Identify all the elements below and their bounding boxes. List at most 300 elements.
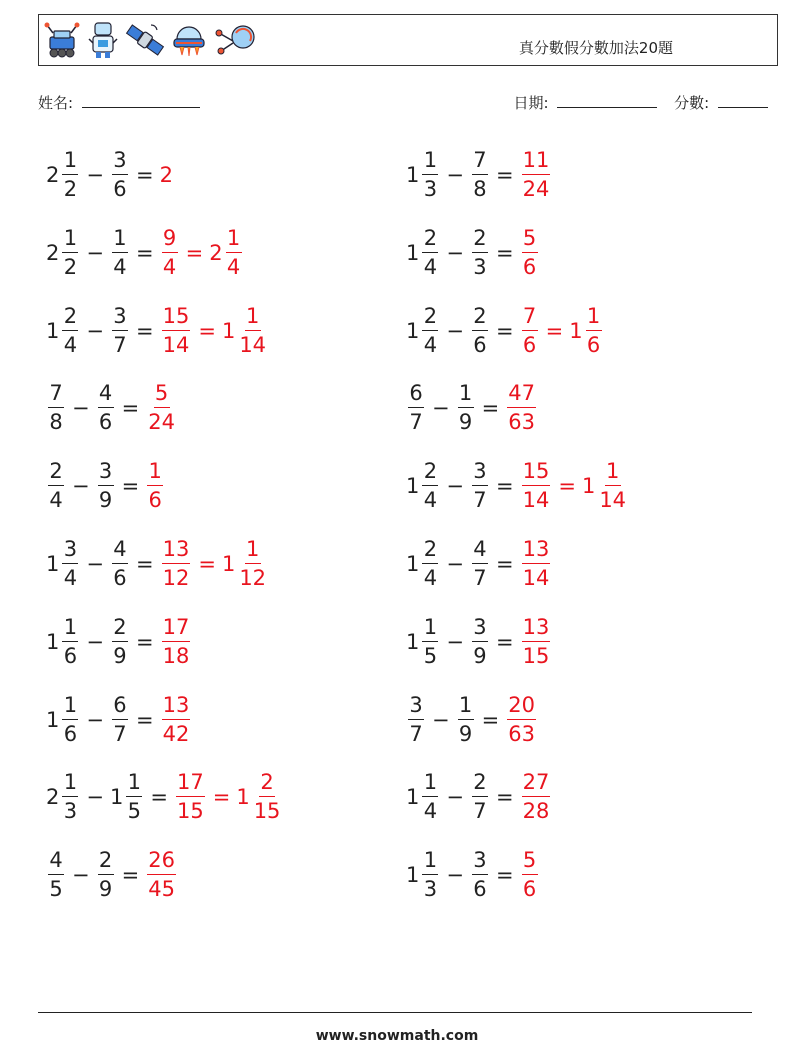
answer — [160, 539, 269, 589]
problem-18 — [406, 766, 552, 828]
fraction — [522, 461, 551, 511]
fraction — [522, 850, 538, 900]
numerator: 3 — [408, 695, 424, 720]
answer-value — [520, 850, 540, 900]
numerator: 1 — [126, 772, 142, 797]
whole-number: 2 — [46, 163, 60, 187]
problem-13 — [46, 611, 192, 673]
problem-5 — [46, 300, 269, 362]
answer — [520, 150, 553, 200]
score-blank[interactable] — [718, 93, 768, 108]
operand-a — [46, 225, 80, 279]
fraction — [598, 461, 627, 511]
numerator: 2 — [48, 461, 64, 486]
denominator: 6 — [522, 254, 537, 279]
numerator: 6 — [112, 695, 128, 720]
fraction — [62, 614, 78, 668]
denominator: 4 — [63, 332, 78, 357]
numerator: 2 — [422, 306, 438, 331]
operand-a — [406, 539, 440, 589]
denominator: 6 — [473, 877, 487, 902]
minus-sign: − — [86, 240, 104, 265]
numerator: 2 — [472, 772, 488, 797]
numerator: 1 — [62, 695, 78, 720]
answer — [520, 539, 553, 589]
operand-b — [96, 383, 116, 433]
denominator: 15 — [176, 799, 204, 824]
denominator: 63 — [508, 410, 535, 435]
denominator: 9 — [113, 643, 127, 668]
numerator: 2 — [422, 228, 438, 253]
answer-value — [221, 303, 269, 357]
problem-10 — [406, 455, 629, 517]
equals-sign: = — [495, 863, 514, 888]
numerator: 1 — [422, 850, 438, 875]
answer — [520, 614, 553, 668]
equals-sign: = — [495, 474, 514, 499]
fraction — [472, 539, 488, 589]
answer-value — [505, 383, 538, 433]
robot-rover-icon — [43, 19, 81, 61]
whole-number: 2 — [159, 163, 173, 187]
denominator: 12 — [162, 566, 190, 590]
operand-b — [110, 692, 130, 746]
fraction — [507, 692, 536, 746]
numerator: 5 — [154, 383, 170, 408]
denominator: 7 — [409, 721, 423, 746]
fraction — [238, 539, 267, 589]
whole-number: 1 — [406, 474, 420, 499]
fraction — [458, 383, 474, 433]
fraction — [112, 614, 128, 668]
name-label: 姓名: — [38, 94, 74, 112]
fraction — [62, 303, 78, 357]
whole-number: 1 — [221, 318, 236, 343]
fraction — [162, 303, 191, 357]
whole-number: 1 — [46, 629, 60, 654]
denominator: 2 — [63, 177, 78, 201]
answer-equals-sign: = — [198, 318, 216, 343]
denominator: 4 — [423, 566, 438, 590]
fraction — [112, 150, 128, 200]
problem-19 — [46, 844, 178, 906]
minus-sign: − — [432, 396, 450, 421]
fraction — [422, 772, 438, 822]
fraction — [112, 225, 128, 279]
numerator: 4 — [472, 539, 488, 564]
whole-number: 1 — [46, 552, 60, 576]
whole-number: 2 — [46, 240, 60, 265]
denominator: 5 — [49, 877, 63, 902]
denominator: 6 — [522, 877, 537, 902]
fraction — [62, 150, 78, 200]
denominator: 5 — [127, 799, 142, 824]
numerator: 27 — [522, 772, 551, 797]
answer-value — [160, 692, 193, 746]
whole-number: 1 — [109, 785, 124, 810]
operand-b — [110, 614, 130, 668]
problem-20 — [406, 844, 540, 906]
fraction — [48, 461, 64, 511]
numerator: 13 — [522, 617, 551, 642]
satellite-icon — [125, 19, 165, 61]
answer-value — [520, 303, 540, 357]
denominator: 15 — [253, 799, 281, 824]
fraction — [522, 150, 551, 200]
operand-b — [470, 461, 490, 511]
problem-16 — [406, 689, 538, 751]
fraction — [472, 461, 488, 511]
denominator: 6 — [113, 177, 127, 201]
numerator: 2 — [259, 772, 275, 797]
answer-value — [160, 539, 193, 589]
denominator: 6 — [113, 566, 127, 590]
answer — [145, 850, 178, 900]
denominator: 12 — [239, 566, 267, 590]
numerator: 20 — [507, 695, 536, 720]
fraction — [62, 539, 78, 589]
equals-sign: = — [495, 163, 514, 187]
numerator: 5 — [522, 228, 538, 253]
answer — [160, 225, 244, 279]
denominator: 3 — [423, 877, 438, 902]
fraction — [408, 383, 424, 433]
whole-number: 1 — [46, 318, 60, 343]
fraction — [522, 539, 551, 589]
denominator: 14 — [522, 566, 550, 590]
numerator: 3 — [112, 150, 128, 175]
fraction — [98, 383, 114, 433]
answer-value — [520, 614, 553, 668]
operand-a — [46, 614, 80, 668]
answer-value — [209, 225, 243, 279]
numerator: 1 — [112, 228, 128, 253]
answer-equals-sign: = — [212, 785, 231, 810]
denominator: 4 — [63, 566, 78, 590]
robot-icon — [87, 19, 119, 61]
name-field — [38, 92, 200, 113]
answer-equals-sign: = — [198, 552, 216, 576]
denominator: 14 — [239, 332, 267, 357]
operand-b — [96, 850, 116, 900]
operand-a — [406, 692, 426, 746]
answer — [160, 163, 174, 187]
fraction — [422, 303, 438, 357]
operand-b — [470, 614, 490, 668]
numerator: 13 — [162, 695, 191, 720]
answer-value — [236, 772, 283, 822]
answer-equals-sign: = — [185, 240, 204, 265]
denominator: 24 — [522, 177, 550, 201]
fraction — [98, 461, 114, 511]
numerator: 5 — [522, 850, 538, 875]
answer-equals-sign: = — [545, 318, 564, 343]
denominator: 6 — [63, 643, 78, 668]
denominator: 9 — [98, 877, 113, 902]
numerator: 1 — [226, 228, 242, 253]
operand-a — [406, 383, 426, 433]
operand-a — [406, 150, 440, 200]
answer-value — [569, 303, 603, 357]
fraction — [147, 850, 176, 900]
operand-a — [46, 383, 66, 433]
answer — [520, 225, 540, 279]
answer — [145, 383, 178, 433]
operand-b — [470, 303, 490, 357]
problem-1 — [46, 144, 174, 206]
operand-b — [470, 850, 490, 900]
whole-number: 1 — [406, 552, 420, 576]
denominator: 4 — [226, 254, 241, 279]
operand-a — [406, 461, 440, 511]
numerator: 17 — [162, 617, 191, 642]
fraction — [422, 850, 438, 900]
numerator: 15 — [162, 306, 191, 331]
minus-sign: − — [446, 240, 464, 265]
minus-sign: − — [446, 318, 464, 343]
answer-value — [145, 383, 178, 433]
equals-sign: = — [121, 474, 140, 499]
answer — [160, 692, 193, 746]
numerator: 4 — [112, 539, 128, 564]
answer-value — [520, 225, 540, 279]
equals-sign: = — [150, 785, 168, 810]
answer-value — [222, 539, 269, 589]
numerator: 3 — [98, 461, 114, 486]
denominator: 4 — [423, 488, 438, 513]
denominator: 6 — [63, 721, 78, 746]
problem-14 — [406, 611, 552, 673]
ufo-icon — [171, 19, 207, 61]
numerator: 1 — [586, 306, 602, 331]
answer — [505, 383, 538, 433]
problem-11 — [46, 533, 269, 595]
fraction — [472, 772, 488, 822]
denominator: 28 — [522, 799, 550, 824]
numerator: 1 — [62, 150, 78, 175]
fraction — [253, 772, 282, 822]
problem-2 — [406, 144, 552, 206]
date-blank[interactable] — [557, 93, 657, 108]
fraction — [458, 692, 474, 746]
fraction — [422, 614, 438, 668]
fraction — [422, 150, 438, 200]
whole-number: 1 — [569, 318, 583, 343]
denominator: 5 — [423, 643, 438, 668]
fraction — [162, 692, 191, 746]
numerator: 2 — [422, 539, 438, 564]
operand-a — [406, 303, 440, 357]
numerator: 26 — [147, 850, 176, 875]
denominator: 9 — [473, 643, 487, 668]
whole-number: 1 — [406, 318, 420, 343]
fraction — [98, 850, 114, 900]
numerator: 3 — [472, 617, 488, 642]
operand-b — [456, 383, 476, 433]
answer — [145, 461, 165, 511]
operand-a — [46, 150, 80, 200]
date-label: 日期: — [513, 94, 549, 112]
fraction — [126, 772, 142, 822]
fraction — [176, 772, 205, 822]
denominator: 14 — [162, 332, 190, 357]
numerator: 13 — [162, 539, 191, 564]
fraction — [112, 303, 128, 357]
operand-b — [470, 150, 490, 200]
whole-number: 1 — [221, 552, 236, 576]
denominator: 45 — [148, 877, 175, 902]
equals-sign: = — [481, 707, 500, 732]
answer-value — [145, 461, 165, 511]
operand-a — [406, 850, 440, 900]
minus-sign: − — [86, 552, 104, 576]
answer — [160, 614, 193, 668]
numerator: 1 — [458, 383, 474, 408]
whole-number: 2 — [209, 240, 223, 265]
answer — [174, 772, 283, 822]
fraction — [522, 225, 538, 279]
equals-sign: = — [495, 629, 514, 654]
equals-sign: = — [135, 318, 154, 343]
operand-b — [110, 772, 144, 822]
answer — [505, 692, 538, 746]
whole-number: 1 — [236, 785, 250, 810]
denominator: 9 — [458, 721, 473, 746]
answer-value — [505, 692, 538, 746]
fraction — [48, 850, 64, 900]
minus-sign: − — [86, 785, 104, 810]
numerator: 2 — [422, 461, 438, 486]
fraction — [62, 772, 78, 822]
minus-sign: − — [72, 863, 90, 888]
operand-b — [110, 303, 130, 357]
date-score-fields — [514, 92, 768, 113]
minus-sign: − — [86, 163, 104, 187]
denominator: 4 — [423, 254, 438, 279]
operand-b — [456, 692, 476, 746]
numerator: 1 — [458, 695, 474, 720]
answer — [520, 461, 629, 511]
fraction — [112, 539, 128, 589]
denominator: 42 — [162, 721, 190, 746]
numerator: 2 — [472, 306, 488, 331]
denominator: 4 — [113, 254, 127, 279]
operand-b — [470, 225, 490, 279]
operand-a — [46, 461, 66, 511]
fraction — [522, 772, 551, 822]
operand-b — [110, 225, 130, 279]
operand-a — [46, 692, 80, 746]
fraction — [472, 303, 488, 357]
denominator: 7 — [473, 488, 487, 513]
problem-7 — [46, 377, 178, 439]
minus-sign: − — [446, 785, 464, 810]
minus-sign: − — [446, 552, 464, 576]
name-blank[interactable] — [82, 93, 200, 108]
denominator: 7 — [113, 332, 127, 357]
numerator: 47 — [507, 383, 536, 408]
minus-sign: − — [446, 629, 464, 654]
equals-sign: = — [121, 396, 140, 421]
fraction — [586, 303, 602, 357]
equals-sign: = — [495, 785, 514, 810]
answer-value — [582, 461, 629, 511]
answer-value — [174, 772, 207, 822]
answer — [520, 303, 604, 357]
denominator: 9 — [458, 410, 473, 435]
problem-3 — [46, 222, 244, 284]
whole-number: 1 — [406, 629, 420, 654]
denominator: 3 — [63, 799, 78, 824]
numerator: 2 — [472, 228, 488, 253]
minus-sign: − — [432, 707, 450, 732]
fraction — [147, 461, 163, 511]
minus-sign: − — [446, 863, 464, 888]
numerator: 3 — [62, 539, 78, 564]
numerator: 1 — [245, 539, 261, 564]
fraction — [162, 539, 191, 589]
operand-b — [110, 150, 130, 200]
whole-number: 1 — [406, 240, 420, 265]
equals-sign: = — [135, 707, 154, 732]
numerator: 2 — [98, 850, 114, 875]
denominator: 4 — [162, 254, 177, 279]
numerator: 7 — [522, 306, 538, 331]
denominator: 9 — [98, 488, 113, 513]
denominator: 8 — [473, 177, 487, 201]
problem-6 — [406, 300, 604, 362]
fraction — [522, 303, 538, 357]
footer-divider — [38, 1012, 752, 1013]
answer-equals-sign: = — [558, 474, 576, 499]
numerator: 3 — [472, 461, 488, 486]
fraction — [507, 383, 536, 433]
problem-4 — [406, 222, 540, 284]
denominator: 3 — [473, 254, 487, 279]
operand-a — [46, 772, 80, 822]
fraction — [48, 383, 64, 433]
denominator: 14 — [599, 488, 627, 513]
equals-sign: = — [135, 629, 154, 654]
numerator: 1 — [245, 306, 261, 331]
numerator: 3 — [112, 306, 128, 331]
answer-value — [160, 303, 193, 357]
operand-b — [470, 772, 490, 822]
equals-sign: = — [495, 318, 514, 343]
equals-sign: = — [481, 396, 500, 421]
header-box — [38, 14, 778, 66]
fraction — [522, 614, 551, 668]
equals-sign: = — [135, 163, 154, 187]
fraction — [162, 225, 178, 279]
answer-value — [520, 539, 553, 589]
whole-number: 2 — [46, 785, 60, 810]
molecule-icon — [213, 19, 259, 61]
answer — [520, 850, 540, 900]
whole-number: 1 — [406, 863, 420, 888]
denominator: 7 — [473, 566, 487, 590]
fraction — [472, 614, 488, 668]
answer-value — [145, 850, 178, 900]
fraction — [112, 692, 128, 746]
numerator: 1 — [422, 150, 438, 175]
problem-17 — [46, 766, 283, 828]
numerator: 1 — [62, 617, 78, 642]
answer — [160, 303, 269, 357]
denominator: 63 — [508, 721, 535, 746]
problem-8 — [406, 377, 538, 439]
score-label: 分數: — [674, 94, 710, 112]
